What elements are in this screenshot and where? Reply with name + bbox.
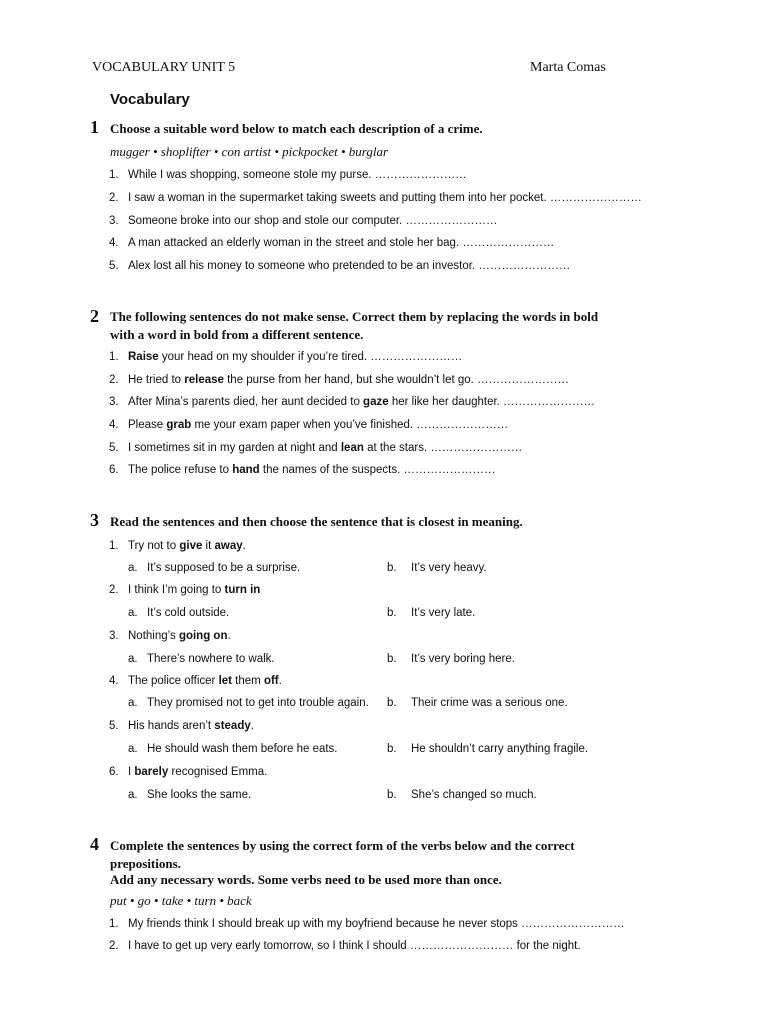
- section-1-word-list: mugger • shoplifter • con artist • pickpocket • burglar: [110, 144, 389, 159]
- section-1-item: [109, 192, 642, 204]
- bold-word: release: [184, 374, 224, 386]
- section-4-item: [109, 940, 581, 952]
- option-b: b. It’s very heavy.: [387, 562, 487, 574]
- section-3-number: 3: [90, 510, 99, 530]
- item-number: 1.: [109, 169, 119, 181]
- section-2-number: 2: [90, 306, 99, 326]
- item-number: 4.: [109, 237, 119, 249]
- section-2-instruction-line-1: The following sentences do not make sense. Correct them by replacing the words in bold: [110, 309, 599, 324]
- section-3-question: 4. The police officer let them off.: [109, 675, 282, 687]
- option-b: b. She’s changed so much.: [387, 789, 537, 801]
- section-3-question: 6. I barely recognised Emma.: [109, 766, 268, 778]
- section-1-instruction: Choose a suitable word below to match each description of a crime.: [110, 121, 483, 136]
- item-number: 3.: [109, 215, 119, 227]
- item-text: I saw a woman in the supermarket taking sweets and putting them into her pocket. ……………………: [128, 192, 642, 204]
- section-4-instruction-line-1: Complete the sentences by using the correct form of the verbs below and the correct: [110, 838, 575, 853]
- item-number: 6.: [109, 464, 119, 476]
- item-number: 2.: [109, 192, 119, 204]
- section-4-instruction-line-3: Add any necessary words. Some verbs need to be used more than once.: [110, 872, 502, 887]
- item-number: 6.: [109, 766, 119, 778]
- item-number: 5.: [109, 442, 119, 454]
- bold-word: Raise: [128, 351, 159, 363]
- section-4-word-list: put • go • take • turn • back: [110, 893, 252, 908]
- item-number: 2.: [109, 374, 119, 386]
- unit-title: VOCABULARY UNIT 5: [92, 60, 236, 75]
- option-b: b. It’s very boring here.: [387, 653, 515, 665]
- section-3-question: 3. Nothing’s going on.: [109, 630, 231, 642]
- item-number: 1.: [109, 540, 119, 552]
- option-a: a. It’s cold outside.: [128, 607, 230, 619]
- item-text: My friends think I should break up with my boyfriend because he never stops ………………………: [128, 918, 625, 930]
- section-1-number: 1: [90, 117, 99, 137]
- section-2-instruction-line-2: with a word in bold from a different sentence.: [110, 327, 364, 342]
- item-number: 3.: [109, 396, 119, 408]
- section-1-item: [109, 169, 467, 181]
- bold-word: lean: [340, 442, 364, 454]
- section-3-question: 1. Try not to give it away.: [109, 540, 246, 552]
- section-1-item: [109, 215, 497, 227]
- option-b: b. He shouldn’t carry anything fragile.: [387, 743, 589, 755]
- item-text: A man attacked an elderly woman in the street and stole her bag. ……………………: [128, 237, 555, 249]
- section-2-item: 1. Raise your head on my shoulder if you’re tired. ……………………: [109, 351, 463, 363]
- option-b: b. It’s very late.: [387, 607, 476, 619]
- section-4-item: [109, 918, 625, 930]
- section-3-question: 2. I think I’m going to turn in: [109, 584, 261, 596]
- author-name: Marta Comas: [530, 60, 606, 75]
- section-4-number: 4: [90, 834, 99, 854]
- bold-word: grab: [166, 419, 192, 431]
- item-text: While I was shopping, someone stole my purse. ……………………: [128, 169, 467, 181]
- option-a: a. She looks the same.: [128, 789, 252, 801]
- item-number: 2.: [109, 584, 119, 596]
- option-a: a. They promised not to get into trouble again.: [128, 697, 369, 709]
- option-a: a. There’s nowhere to walk.: [128, 653, 275, 665]
- section-2-item: 4. Please grab me your exam paper when you’ve finished. ……………………: [109, 419, 509, 431]
- item-number: 5.: [109, 720, 119, 732]
- section-4-instruction-line-2: prepositions.: [110, 856, 181, 871]
- item-number: 1.: [109, 351, 119, 363]
- option-a: a. He should wash them before he eats.: [128, 743, 338, 755]
- section-2-item: 3. After Mina’s parents died, her aunt decided to gaze her like her daughter. ……………………: [109, 396, 596, 408]
- item-number: 5.: [109, 260, 119, 272]
- section-2-item: 6. The police refuse to hand the names of the suspects. ……………………: [109, 464, 496, 476]
- option-a: a. It’s supposed to be a surprise.: [128, 562, 301, 574]
- bold-word: hand: [232, 464, 260, 476]
- item-number: 1.: [109, 918, 119, 930]
- section-3-question: 5. His hands aren’t steady.: [109, 720, 254, 732]
- section-3-instruction: Read the sentences and then choose the sentence that is closest in meaning.: [110, 514, 523, 529]
- section-2-item: 5. I sometimes sit in my garden at night and lean at the stars. ……………………: [109, 442, 523, 454]
- section-1-item: [109, 237, 554, 249]
- item-text: Alex lost all his money to someone who pretended to be an investor. ……………………: [128, 260, 571, 272]
- item-number: 3.: [109, 630, 119, 642]
- bold-word: gaze: [363, 396, 389, 408]
- option-b: b. Their crime was a serious one.: [387, 697, 568, 709]
- item-number: 4.: [109, 419, 119, 431]
- section-2-item: 2. He tried to release the purse from her hand, but she wouldn’t let go. ……………………: [109, 374, 570, 386]
- item-text: Someone broke into our shop and stole our computer. ……………………: [128, 215, 498, 227]
- item-number: 2.: [109, 940, 119, 952]
- item-number: 4.: [109, 675, 119, 687]
- page-title: Vocabulary: [110, 91, 190, 108]
- section-1-item: [109, 260, 570, 272]
- item-text: I have to get up very early tomorrow, so I think I should ……………………… for the night.: [128, 940, 581, 952]
